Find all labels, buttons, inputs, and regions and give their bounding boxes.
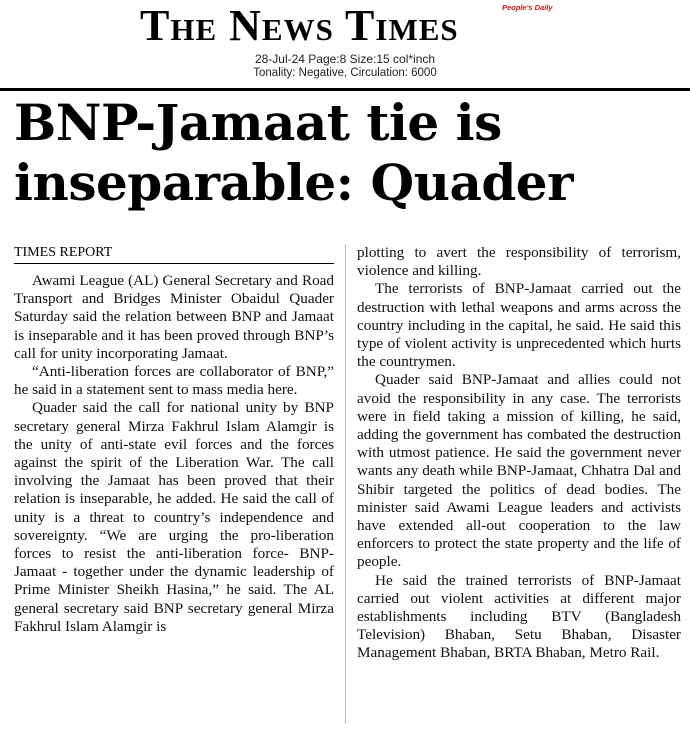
article-paragraph: Quader said the call for national unity by BNP secretary general Mirza Fakhrul Islam Alamgir is the unity of anti-state evil forces and the forces against the spirit of the Liberation War. The call involving the Jamaat has been proved that their relation is inseparable, he added. He said the call of unity is a threat to country’s independence and sovereignty. “We are urging the pro-liberation forces to resist the anti-liberation force- BNP-Jamaat - together under the dynamic leadership of Prime Minister Sheikh Hasina,” he said. The AL general secretary said BNP secretary general Mirza Fakhrul Islam Alamgir is [14, 399, 334, 635]
masthead [0, 0, 690, 52]
clip-info-line-1: 28-Jul-24 Page:8 Size:15 col*inch [254, 52, 436, 66]
header-divider [0, 88, 690, 91]
article-column-left [14, 272, 334, 636]
article-paragraph-continued: plotting to avert the responsibility of terrorism, violence and killing. [357, 244, 681, 280]
article-headline: BNP-Jamaat tie is inseparable: Quader [14, 93, 573, 212]
article-paragraph: Quader said BNP-Jamaat and allies could not avoid the responsibility in any case. The terrorists were in field taking a mission of killing, he said, adding the government has combated the destruction with utmost patience. He said the government never wants any death while BNP-Jamaat, Chhatra Dal and Shibir targeted the politics of dead bodies. The minister said Awami League leaders and activists have extended all-out cooperation to the law enforcers to protect the state property and the life of people. [357, 371, 681, 571]
article-paragraph: “Anti-liberation forces are collaborator of BNP,” he said in a statement sent to mass media here. [14, 363, 334, 399]
article-paragraph: Awami League (AL) General Secretary and Road Transport and Bridges Minister Obaidul Quader Saturday said the relation between BNP and Jamaat is inseparable and it has been proved through BNP’s call for unity incorporating Jamaat. [14, 272, 334, 362]
newspaper-tagline: People's Daily [502, 3, 553, 12]
newspaper-title: The News Times [140, 1, 459, 50]
article-paragraph: The terrorists of BNP-Jamaat carried out the destruction with lethal weapons and arms across the country including in the capital, he said. He said this type of violent activity is unprecedented which hurts the countrymen. [357, 280, 681, 371]
article-column-right [357, 244, 681, 663]
article-byline: TIMES REPORT [14, 245, 334, 264]
column-divider [345, 244, 346, 724]
article-paragraph: He said the trained terrorists of BNP-Jamaat carried out violent activities at different major establishments including BTV (Bangladesh Television) Bhaban, Setu Bhaban, Disaster Management Bhaban, BRTA Bhaban, Metro Rail. [357, 571, 681, 662]
clip-info-line-2: Tonality: Negative, Circulation: 6000 [253, 67, 437, 79]
